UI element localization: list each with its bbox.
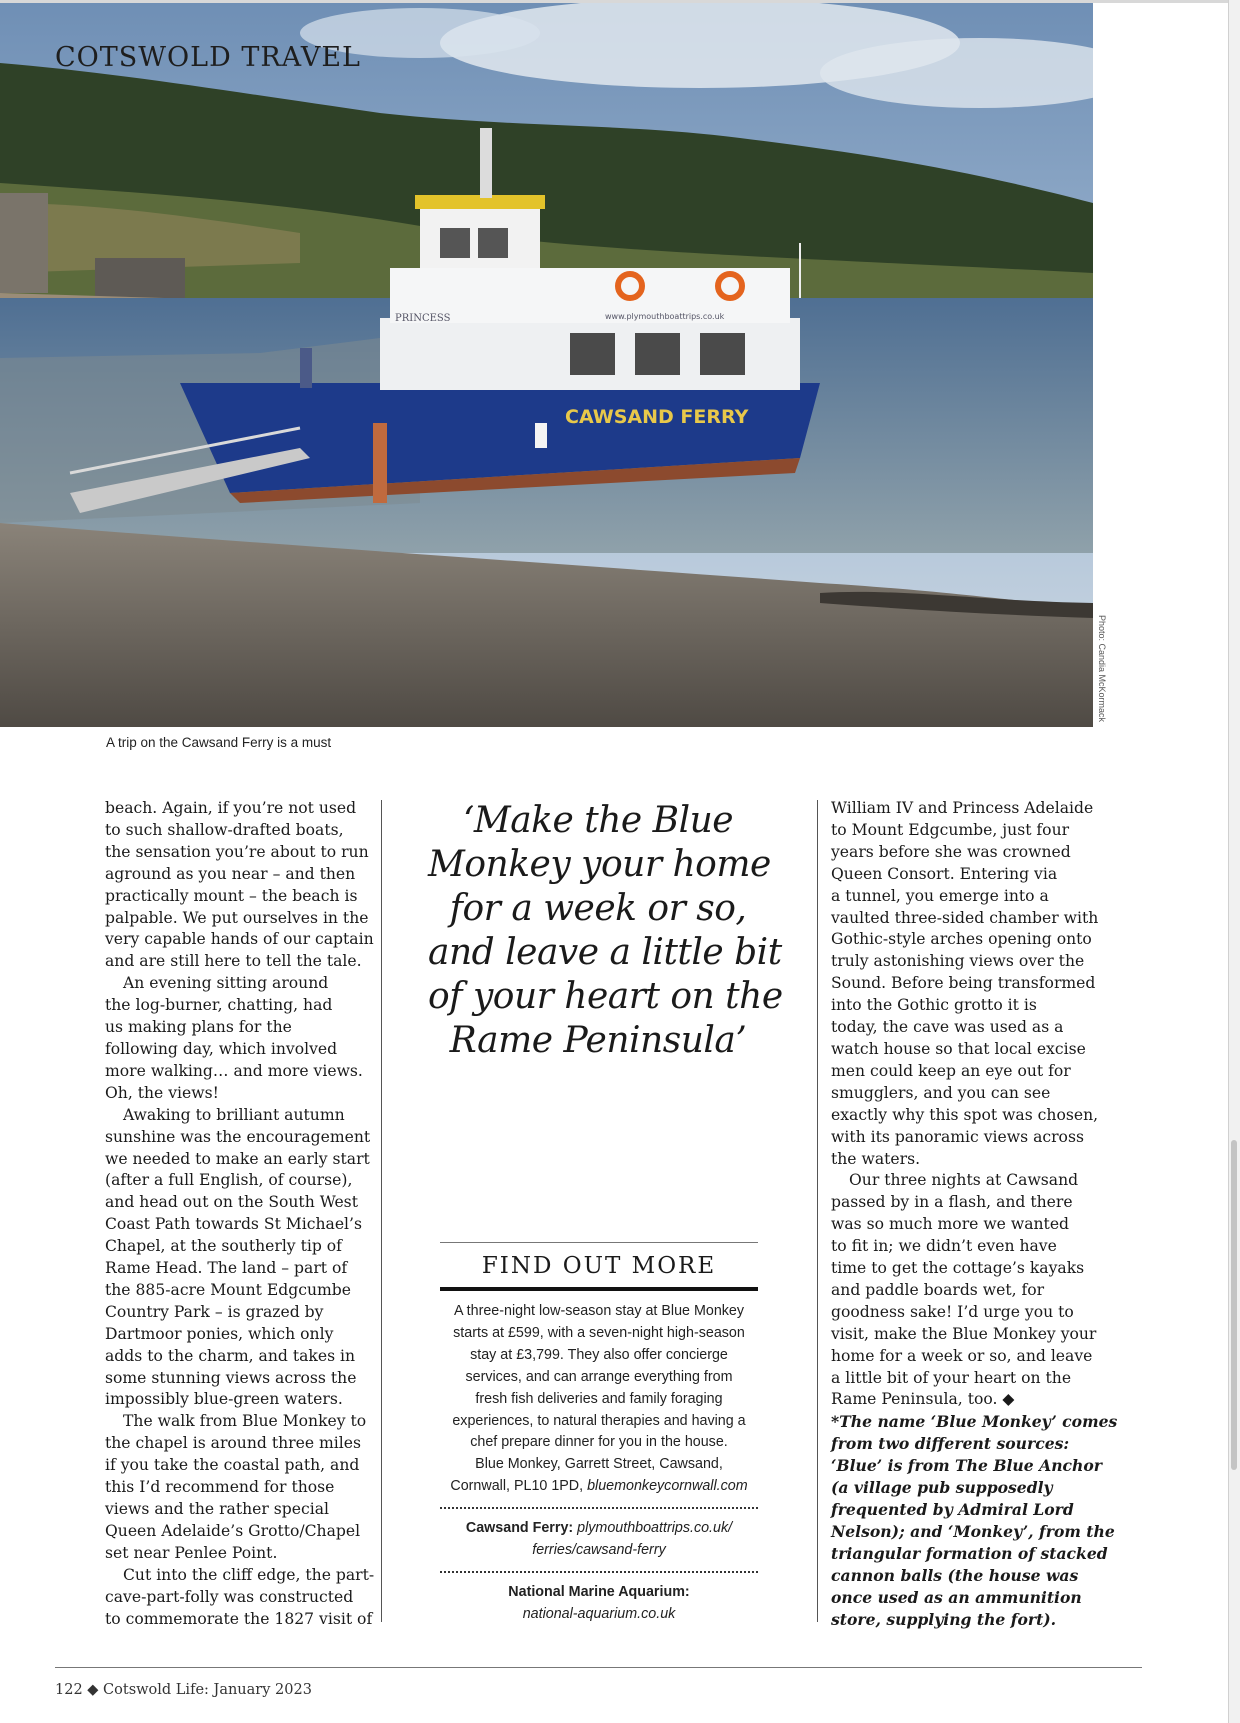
section-label: COTSWOLD TRAVEL — [55, 42, 361, 73]
footnote-line: store, supplying the fort). — [831, 1609, 1057, 1629]
body-line: the sensation you’re about to run — [105, 842, 369, 861]
body-line: a little bit of your heart on the — [831, 1368, 1072, 1387]
body-line: passed by in a flash, and there — [831, 1193, 1073, 1212]
dotted-divider — [440, 1507, 758, 1509]
body-line: this I’d recommend for those — [105, 1478, 335, 1497]
aquarium-link[interactable]: national-aquarium.co.uk — [522, 1605, 676, 1622]
find-out-more-title: FIND OUT MORE — [481, 1253, 717, 1279]
page-footer: 122 ◆ Cotswold Life: January 2023 — [55, 1682, 312, 1698]
footnote-line: *The name ‘Blue Monkey’ comes — [831, 1412, 1118, 1432]
ferry-photo-illustration — [0, 3, 1093, 727]
body-line: the log-burner, chatting, had — [105, 996, 333, 1015]
body-line: into the Gothic grotto it is — [831, 996, 1037, 1015]
footnote-line: Nelson); and ‘Monkey’, from the — [831, 1521, 1115, 1541]
body-line: years before she was crowned — [831, 842, 1071, 861]
boat-brand-text: PRINCESS — [395, 313, 451, 324]
pull-quote-line: of your heart on the — [428, 976, 783, 1017]
body-line: Gothic-style arches opening onto — [831, 930, 1092, 949]
info-line: starts at £599, with a seven-night high-season — [453, 1324, 745, 1341]
pull-quote-line: for a week or so, — [449, 888, 747, 929]
info-line: A three-night low-season stay at Blue Monkey — [453, 1303, 745, 1319]
ferry-link[interactable]: plymouthboattrips.co.uk/ — [577, 1520, 733, 1537]
find-out-more-intro — [440, 1301, 758, 1498]
blue-monkey-link[interactable]: bluemonkeycornwall.com — [587, 1478, 748, 1495]
body-line: if you take the coastal path, and — [105, 1456, 360, 1475]
pull-quote-line: and leave a little bit — [428, 932, 782, 973]
article-column-right — [831, 798, 1118, 1630]
ferry-info — [440, 1518, 758, 1562]
body-line: impossibly blue-green waters. — [105, 1390, 343, 1409]
box-title-rule — [440, 1287, 758, 1291]
body-line: home for a week or so, and leave — [831, 1346, 1093, 1365]
boat-url-text: www.plymouthboattrips.co.uk — [605, 312, 725, 321]
body-line: Coast Path towards St Michael’s — [105, 1215, 362, 1234]
body-line: truly astonishing views over the — [831, 952, 1085, 971]
info-line: experiences, to natural therapies and having a — [452, 1412, 746, 1429]
ferry-label: Cawsand Ferry: — [465, 1520, 574, 1537]
body-line: adds to the charm, and takes in — [105, 1346, 356, 1365]
pull-quote-line: ‘Make the Blue — [462, 800, 734, 841]
body-line: to Mount Edgcumbe, just four — [831, 820, 1070, 839]
ferry-photo — [0, 3, 1093, 727]
body-line: with its panoramic views across — [831, 1127, 1084, 1146]
body-line: vaulted three-sided chamber with — [831, 908, 1099, 927]
body-line: Chapel, at the southerly tip of — [105, 1237, 342, 1256]
body-line: Queen Consort. Entering via — [831, 864, 1058, 883]
body-line: to commemorate the 1827 visit of — [105, 1609, 373, 1628]
body-line: Cut into the cliff edge, the part- — [123, 1565, 375, 1584]
footnote-line: triangular formation of stacked — [831, 1543, 1108, 1563]
body-line: goodness sake! I’d urge you to — [831, 1302, 1074, 1321]
body-line: William IV and Princess Adelaide — [831, 799, 1094, 817]
pull-quote-line: Rame Peninsula’ — [449, 1020, 747, 1061]
body-line: was so much more we wanted — [831, 1215, 1070, 1234]
dotted-divider — [440, 1571, 758, 1573]
info-line: services, and can arrange everything from — [465, 1368, 733, 1385]
info-line: chef prepare dinner for you in the house. — [470, 1434, 728, 1451]
pull-quote — [428, 799, 783, 1063]
body-line: men could keep an eye out for — [831, 1061, 1071, 1080]
body-line: visit, make the Blue Monkey your — [831, 1324, 1097, 1343]
column-divider — [381, 800, 382, 1622]
body-line: cave-part-folly was constructed — [105, 1587, 354, 1606]
body-line: Rame Peninsula, too. ◆ — [831, 1390, 1015, 1409]
footnote-line: frequented by Admiral Lord — [831, 1500, 1074, 1519]
ferry-link-cont[interactable]: ferries/cawsand-ferry — [532, 1542, 666, 1559]
body-line: the 885-acre Mount Edgcumbe — [105, 1280, 351, 1299]
body-line: An evening sitting around — [123, 974, 329, 993]
aquarium-label-line — [440, 1582, 758, 1604]
boat-name-text: CAWSAND FERRY — [565, 406, 749, 428]
address-text: Cornwall, PL10 1PD, — [450, 1478, 584, 1495]
body-line: following day, which involved — [105, 1039, 338, 1058]
body-line: Oh, the views! — [105, 1083, 219, 1102]
body-line: Sound. Before being transformed — [831, 974, 1096, 993]
footnote-line: from two different sources: — [831, 1434, 1070, 1454]
box-top-rule — [440, 1242, 758, 1243]
body-line: very capable hands of our captain — [105, 930, 374, 949]
body-line: Rame Head. The land – part of — [105, 1259, 348, 1278]
body-line: smugglers, and you can see — [831, 1083, 1051, 1102]
body-line: and head out on the South West — [105, 1193, 358, 1212]
body-line: we needed to make an early start — [105, 1149, 370, 1168]
body-line: Dartmoor ponies, which only — [105, 1324, 334, 1343]
photo-caption: A trip on the Cawsand Ferry is a must — [106, 735, 332, 750]
ferry-line — [440, 1518, 758, 1540]
body-line: and paddle boards wet, for — [831, 1280, 1045, 1299]
body-line: to such shallow-drafted boats, — [105, 820, 344, 839]
body-line: The walk from Blue Monkey to — [123, 1412, 367, 1431]
body-line: the waters. — [831, 1149, 921, 1168]
footnote-line: once used as an ammunition — [831, 1587, 1082, 1607]
address-line: Blue Monkey, Garrett Street, Cawsand, — [475, 1456, 723, 1473]
body-line: Our three nights at Cawsand — [849, 1171, 1079, 1190]
body-line: a tunnel, you emerge into a — [831, 886, 1049, 905]
aquarium-info — [440, 1582, 758, 1626]
footnote-line: cannon balls (the house was — [831, 1565, 1079, 1585]
footnote-line: (a village pub supposedly — [831, 1478, 1053, 1498]
body-line: time to get the cottage’s kayaks — [831, 1259, 1085, 1278]
footnote-line: ‘Blue’ is from The Blue Anchor — [831, 1456, 1103, 1476]
body-line: practically mount – the beach is — [105, 886, 358, 905]
body-line: to fit in; we didn’t even have — [831, 1237, 1057, 1256]
footer-rule — [55, 1667, 1142, 1668]
column-divider — [817, 800, 818, 1622]
body-line: today, the cave was used as a — [831, 1018, 1064, 1037]
pull-quote-line: Monkey your home — [428, 844, 771, 885]
body-line: palpable. We put ourselves in the — [105, 908, 369, 927]
body-line: Country Park – is grazed by — [105, 1302, 324, 1321]
body-line: sunshine was the encouragement — [105, 1127, 371, 1146]
body-line: set near Penlee Point. — [105, 1543, 278, 1562]
body-line: Awaking to brilliant autumn — [123, 1105, 345, 1124]
body-line: some stunning views across the — [105, 1368, 357, 1387]
body-line: aground as you near – and then — [105, 864, 356, 883]
info-line: stay at £3,799. They also offer concierge — [470, 1346, 728, 1363]
viewer-scrollbar-thumb[interactable] — [1231, 1140, 1237, 1470]
aquarium-label: National Marine Aquarium: — [508, 1583, 690, 1600]
info-line: fresh fish deliveries and family foraging — [475, 1390, 723, 1407]
body-line: more walking… and more views. — [105, 1061, 363, 1080]
address-line-2 — [440, 1476, 758, 1498]
article-column-left — [105, 798, 373, 1630]
body-line: Queen Adelaide’s Grotto/Chapel — [105, 1521, 361, 1540]
find-out-more-box — [440, 1242, 758, 1626]
body-line: and are still here to tell the tale. — [105, 952, 362, 971]
body-line: watch house so that local excise — [831, 1039, 1086, 1058]
body-line: (after a full English, of course), — [105, 1171, 353, 1190]
body-line: views and the rather special — [105, 1500, 330, 1518]
body-line: us making plans for the — [105, 1018, 292, 1037]
body-line: beach. Again, if you’re not used — [105, 799, 357, 817]
body-line: exactly why this spot was chosen, — [831, 1105, 1099, 1124]
body-line: the chapel is around three miles — [105, 1434, 362, 1453]
photo-credit: Photo: Candia McKormack — [1097, 615, 1107, 723]
